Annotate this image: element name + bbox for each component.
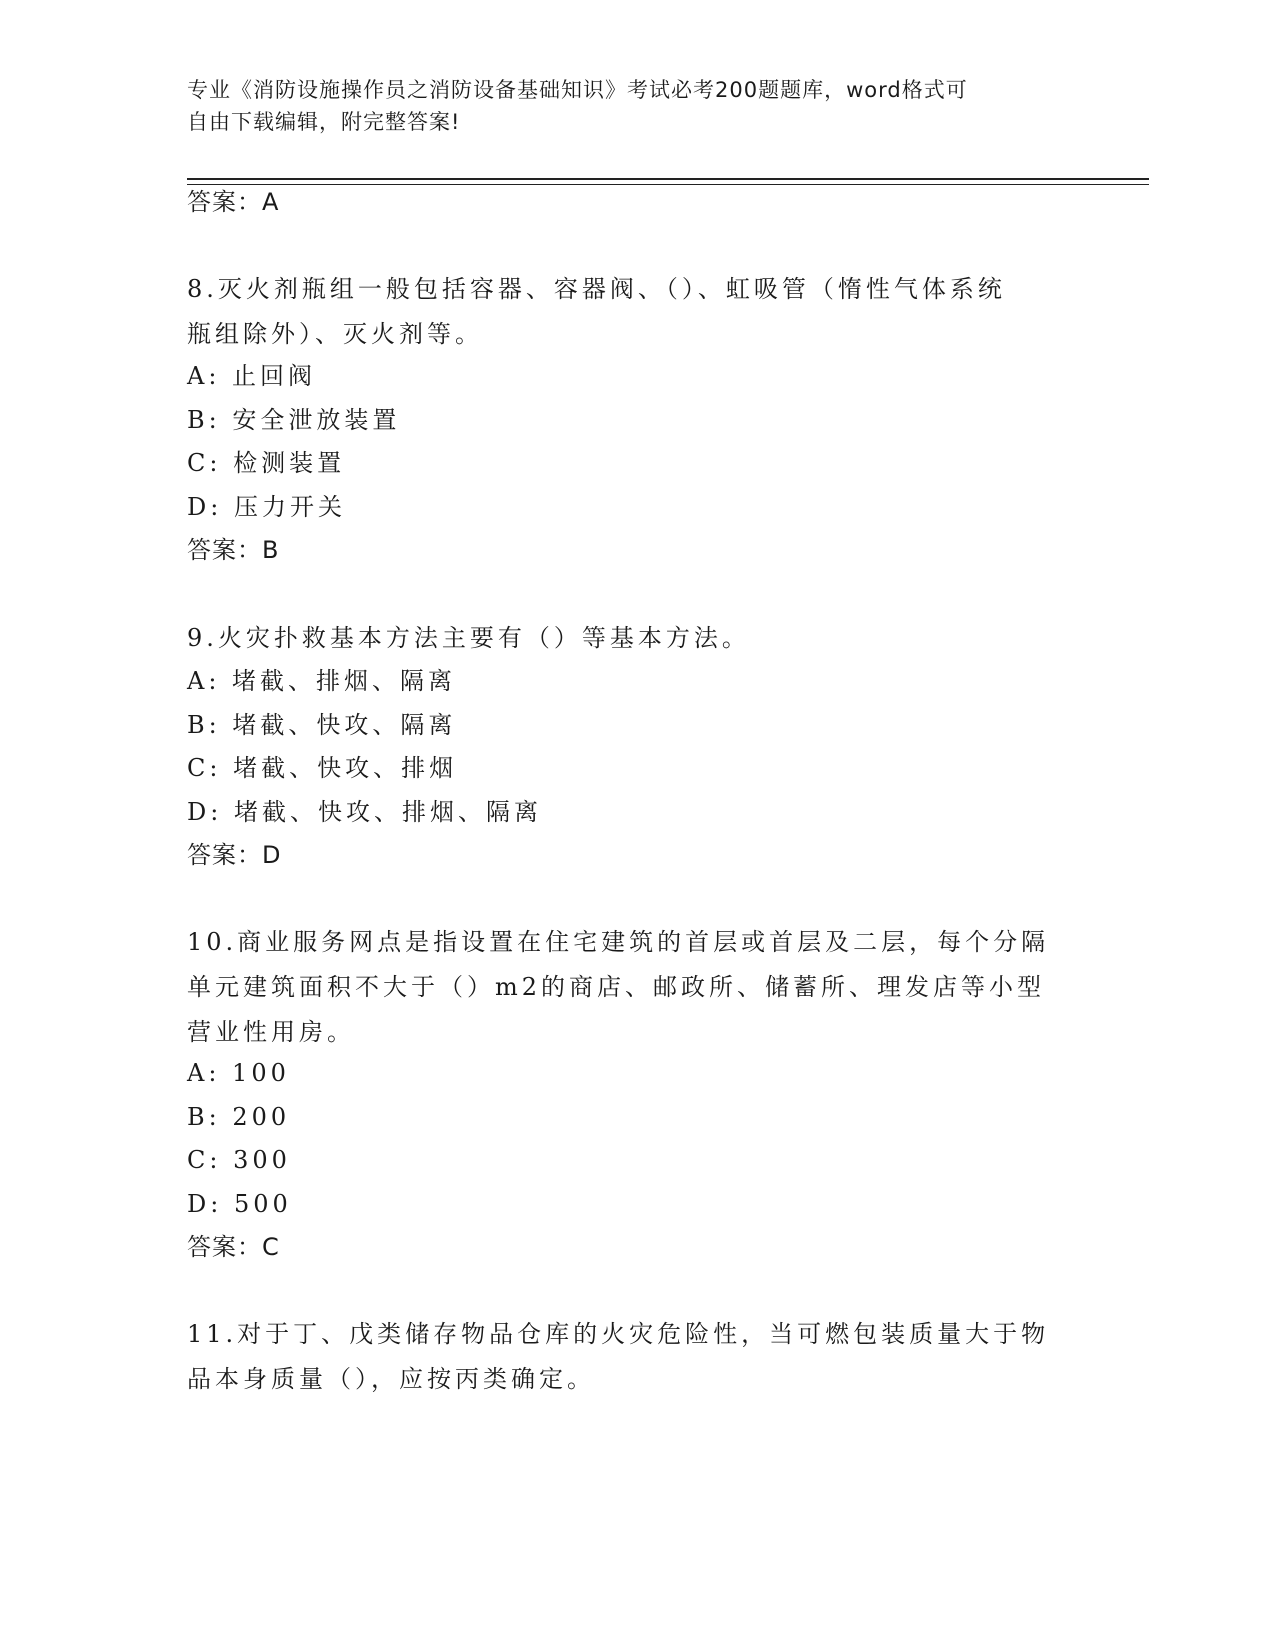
header-divider-thin xyxy=(187,184,1149,185)
question-9-option-a: A: 堵截、排烟、隔离 xyxy=(187,667,457,695)
question-10-line-1: 10.商业服务网点是指设置在住宅建筑的首层或首层及二层，每个分隔 xyxy=(187,928,1050,956)
question-9-answer: 答案：D xyxy=(187,841,282,869)
question-10-text xyxy=(187,920,1087,1055)
question-9-option-c: C: 堵截、快攻、排烟 xyxy=(187,754,458,782)
header-line-1: 专业《消防设施操作员之消防设备基础知识》考试必考200题题库，word格式可 xyxy=(187,78,968,102)
question-9-line-1: 9.火灾扑救基本方法主要有（）等基本方法。 xyxy=(187,624,750,652)
question-11-text xyxy=(187,1312,1087,1402)
question-9-option-b: B: 堵截、快攻、隔离 xyxy=(187,711,457,739)
question-8-option-d: D: 压力开关 xyxy=(187,493,346,521)
question-10-line-3: 营业性用房。 xyxy=(187,1018,355,1046)
question-11-line-2: 品本身质量（），应按丙类确定。 xyxy=(187,1365,595,1393)
header-line-2: 自由下载编辑，附完整答案! xyxy=(187,110,461,134)
question-8-line-1: 8.灭火剂瓶组一般包括容器、容器阀、（）、虹吸管（惰性气体系统 xyxy=(187,275,1006,303)
question-10-option-d: D: 500 xyxy=(187,1190,292,1218)
question-8-option-b: B: 安全泄放装置 xyxy=(187,406,401,434)
question-8-option-a: A: 止回阀 xyxy=(187,362,317,390)
answer-7: 答案：A xyxy=(187,188,280,216)
header-divider-thick xyxy=(187,178,1149,180)
question-8-text xyxy=(187,267,1087,357)
question-10-line-2: 单元建筑面积不大于（）m2的商店、邮政所、储蓄所、理发店等小型 xyxy=(187,973,1046,1001)
question-9-option-d: D: 堵截、快攻、排烟、隔离 xyxy=(187,798,542,826)
question-10-answer: 答案：C xyxy=(187,1233,280,1261)
question-8-option-c: C: 检测装置 xyxy=(187,449,346,477)
question-10-option-a: A: 100 xyxy=(187,1059,290,1087)
question-8-line-2: 瓶组除外）、灭火剂等。 xyxy=(187,320,483,348)
question-10-option-b: B: 200 xyxy=(187,1103,291,1131)
question-11-line-1: 11.对于丁、戊类储存物品仓库的火灾危险性，当可燃包装质量大于物 xyxy=(187,1320,1050,1348)
document-header xyxy=(187,74,1067,138)
question-8-answer: 答案：B xyxy=(187,536,280,564)
question-10-option-c: C: 300 xyxy=(187,1146,291,1174)
question-9-text xyxy=(187,616,1087,661)
